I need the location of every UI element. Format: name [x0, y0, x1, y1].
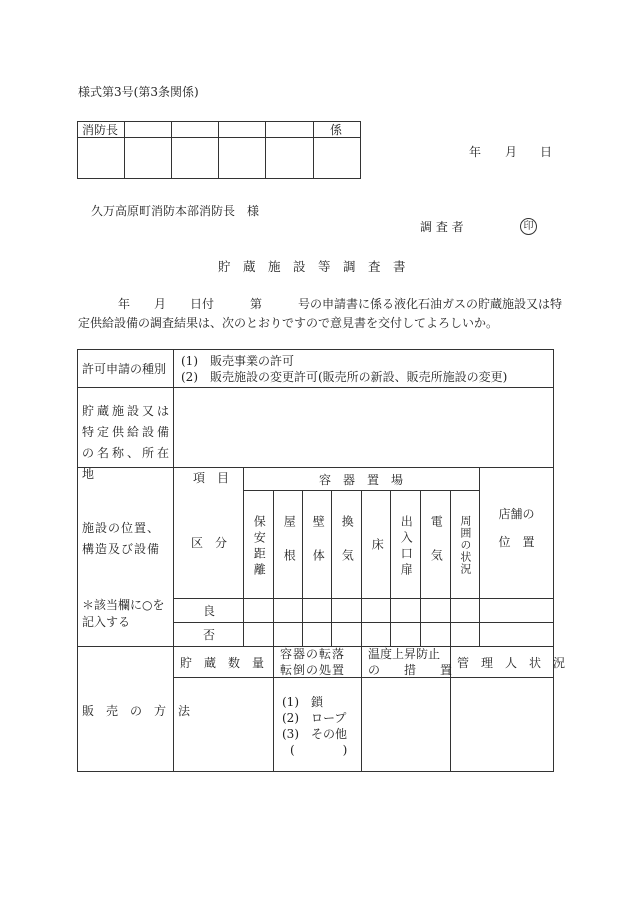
option-other-blank: ( ): [290, 743, 348, 757]
row-bad: 否: [203, 628, 216, 642]
header-category: 区 分: [191, 536, 228, 550]
label-sales-method: 販 売 の 方 法: [82, 704, 191, 718]
label-facility-location-structure: 施設の位置、構造及び設備: [82, 521, 161, 556]
col-floor: 床: [370, 538, 385, 554]
date-day: 日: [540, 145, 553, 159]
stamp-label-section: 係: [330, 123, 343, 137]
label-facility-name-location: 貯蔵施設又は特定供給設備の名称、所在地: [82, 404, 170, 481]
body-line-1: 年 月 日付 第 号の申請書に係る液化石油ガスの貯蔵施設又は特: [118, 297, 563, 311]
col-wall: 壁体: [311, 515, 326, 583]
col-surroundings: 周囲の状況: [458, 515, 472, 575]
header-temperature-2: の 措 置: [368, 663, 453, 677]
label-application-type: 許可申請の種別: [82, 362, 167, 376]
row-good: 良: [203, 604, 216, 618]
header-manager-status: 管 理 人 状 況: [457, 656, 566, 670]
option-facility-change-permit: (2) 販売施設の変更許可(販売所の新設、販売所施設の変更): [181, 370, 508, 384]
header-item: 項 目: [193, 471, 230, 485]
body-line-2: 定供給設備の調査結果は、次のとおりですので意見書を交付してよろしいか。: [78, 316, 499, 330]
date-year: 年: [469, 145, 482, 159]
header-fall-prevention-1: 容器の転落: [280, 647, 346, 661]
header-container-storage: 容 器 置 場: [318, 473, 403, 487]
note-mark-circle: ＊該当欄に○を記入する: [82, 598, 165, 629]
option-chain: (1) 鎖: [282, 695, 323, 709]
option-sales-business-permit: (1) 販売事業の許可: [181, 354, 294, 368]
col-electric: 電気: [429, 515, 444, 583]
header-fall-prevention-2: 転倒の処置: [280, 663, 346, 677]
header-storage-quantity: 貯 蔵 数 量: [180, 656, 265, 670]
seal-icon: 印: [520, 218, 537, 235]
header-store-location: 店舗の位 置: [498, 507, 535, 549]
col-ventilation: 換気: [340, 515, 355, 583]
stamp-label-chief: 消防長: [82, 123, 119, 137]
col-safety-distance: 保安距離: [252, 515, 267, 579]
header-temperature-1: 温度上昇防止: [368, 647, 441, 661]
addressee: 久万高原町消防本部消防長 様: [91, 204, 260, 218]
document-title: 貯 蔵 施 設 等 調 査 書: [218, 259, 406, 274]
col-door: 出入口扉: [399, 515, 414, 579]
date-month: 月: [505, 145, 518, 159]
form-number: 様式第3号(第3条関係): [78, 85, 199, 99]
option-rope: (2) ロープ: [282, 711, 347, 725]
col-roof: 屋根: [282, 515, 297, 583]
option-other: (3) その他: [282, 727, 347, 741]
investigator-label: 調 査 者: [420, 220, 464, 234]
